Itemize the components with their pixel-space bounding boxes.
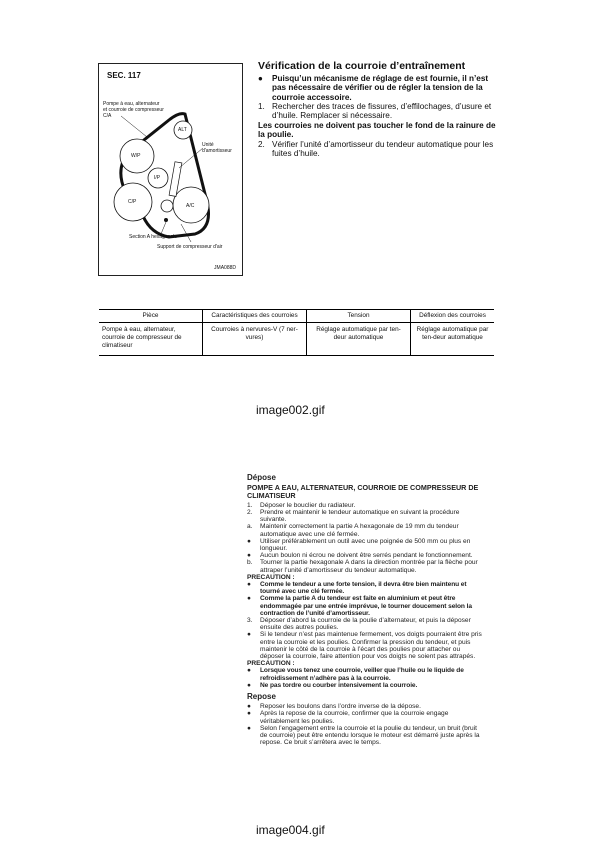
- list-item: ● Utiliser préférablement un outil avec une poignée de 500 mm ou plus en longueur.: [247, 537, 471, 553]
- tensioner-pulley: [161, 200, 173, 212]
- procedure-text: [247, 474, 483, 747]
- list-item: ● Ne pas tordre ou courber intensivement la courroie.: [247, 681, 418, 689]
- list-item: 1. Déposer le bouclier du radiateur.: [247, 501, 356, 509]
- heading-repose: Repose: [247, 692, 276, 702]
- label-pump-belt: Pompe à eau, alternateur et courroie de compresseur C/A: [103, 101, 164, 119]
- list-item: 2. Prendre et maintenir le tendeur automatique en suivant la procédure suivante.: [247, 509, 460, 524]
- leader-pump: [121, 116, 147, 137]
- belt-diagram: [98, 63, 243, 276]
- label-damper: Unité d'amortisseur: [202, 142, 232, 154]
- subheading-belt: POMPE A EAU, ALTERNATEUR, COURROIE DE COMPRESSEUR DE CLIMATISEUR: [247, 483, 479, 500]
- table-cell: Courroies à nervures-V (7 ner-vures): [203, 323, 307, 356]
- label-ip: I/P: [154, 175, 161, 181]
- table-cell: Pompe à eau, alternateur, courroie de compresseur de climatiseur: [99, 323, 203, 356]
- list-item: ● Lorsque vous tenez une courroie, veiller que l’huile ou le liquide de refroidissement n’adhère pas à la courroie.: [247, 667, 464, 682]
- leader-hex: [161, 222, 166, 234]
- list-item: ● Aucun boulon ni écrou ne doivent être serrés pendant le fonctionnement.: [247, 552, 473, 560]
- bullet-note: ● Puisqu’un mécanisme de réglage de est fournie, il n’est pas nécessaire de vérifier ou de régler la tension de la courroie accessoire.: [258, 74, 489, 102]
- list-item: ● Reposer les boulons dans l’ordre inverse de la dépose.: [247, 703, 421, 711]
- list-item: a. Maintenir correctement la partie A hexagonale de 19 mm du tendeur automatique avec une clé fermée.: [247, 523, 459, 538]
- list-item: ● Selon l’engagement entre la courroie et la poulie du tendeur, un bruit (bruit de courroie) peut être entendu lorsque le moteur est démarré juste après la repose. Ce bruit s’arrêtera avec le temps.: [247, 724, 480, 747]
- table-row: [99, 323, 494, 356]
- label-alt: ALT: [178, 127, 187, 133]
- bullet-marker: ●: [258, 74, 263, 83]
- figure-code: JMA088D: [214, 265, 236, 271]
- precaution-label: PRECAUTION :: [247, 573, 295, 581]
- warning-note: Les courroies ne doivent pas toucher le fond de la rainure de la poulie.: [258, 121, 496, 140]
- list-item: ● Comme la partie A du tendeur est faite en aluminium et peut être endommagée par une entrée imprévue, le tourner doucement selon la contraction de l’unité d’amortisseur.: [247, 595, 472, 617]
- step-1: 1. Rechercher des traces de fissures, d’effilochages, d’usure et d’huile. Remplacer si nécessaire.: [258, 102, 492, 121]
- section-title: Vérification de la courroie d’entraînement: [258, 60, 466, 72]
- table-header: Pièce: [99, 310, 203, 323]
- image-caption: image004.gif: [256, 823, 325, 837]
- hex-point: [164, 218, 168, 222]
- heading-depose: Dépose: [247, 473, 276, 482]
- label-hex: Section A hexagonale: [129, 234, 178, 240]
- list-item: ● Comme le tendeur a une forte tension, il devra être bien maintenu et tourné avec une clé fermée.: [247, 581, 467, 596]
- table-cell: Réglage automatique par ten-deur automatique: [307, 323, 411, 356]
- label-ac: A/C: [186, 203, 195, 209]
- table-cell: Réglage automatique par ten-deur automatique: [411, 323, 495, 356]
- precaution-label: PRECAUTION :: [247, 660, 295, 668]
- leader-support: [181, 224, 191, 242]
- list-item: ● Après la repose de la courroie, confirmer que la courroie engage véritablement les poulies.: [247, 710, 449, 725]
- table-header-row: [99, 310, 494, 323]
- label-wp: W/P: [131, 153, 141, 159]
- label-cp: C/P: [128, 199, 137, 205]
- section-label: SEC. 117: [107, 71, 141, 80]
- table-header: Déflexion des courroies: [411, 310, 495, 323]
- table-header: Caractéristiques des courroies: [203, 310, 307, 323]
- table-header: Tension: [307, 310, 411, 323]
- list-item: 3. Déposer d’abord la courroie de la poulie d’alternateur, et puis la déposer ensuite des autres poulies.: [247, 617, 471, 632]
- belt-spec-table: [99, 309, 494, 356]
- leader-damper: [179, 148, 203, 168]
- list-item: b. Tourner la partie hexagonale A dans la direction montrée par la flèche pour attraper l’unité d’amortisseur du tendeur automatique.: [247, 559, 478, 574]
- image-caption: image002.gif: [256, 403, 325, 417]
- list-item: ● Si le tendeur n’est pas maintenue fermement, vos doigts pourraient être pris entre la courroie et les poulies. Confirmer la pression du tendeur, et puis maintenir le côté de la courroie à l’écart des poulies pour attacher ou déposer la courroie, faire attention pour vos doigts ne soient pas attrapés.: [247, 631, 482, 661]
- label-support: Support de compresseur d'air: [157, 244, 223, 250]
- step-2: 2. Vérifier l’unité d’amortisseur du tendeur automatique pour les fuites d’huile.: [258, 140, 494, 159]
